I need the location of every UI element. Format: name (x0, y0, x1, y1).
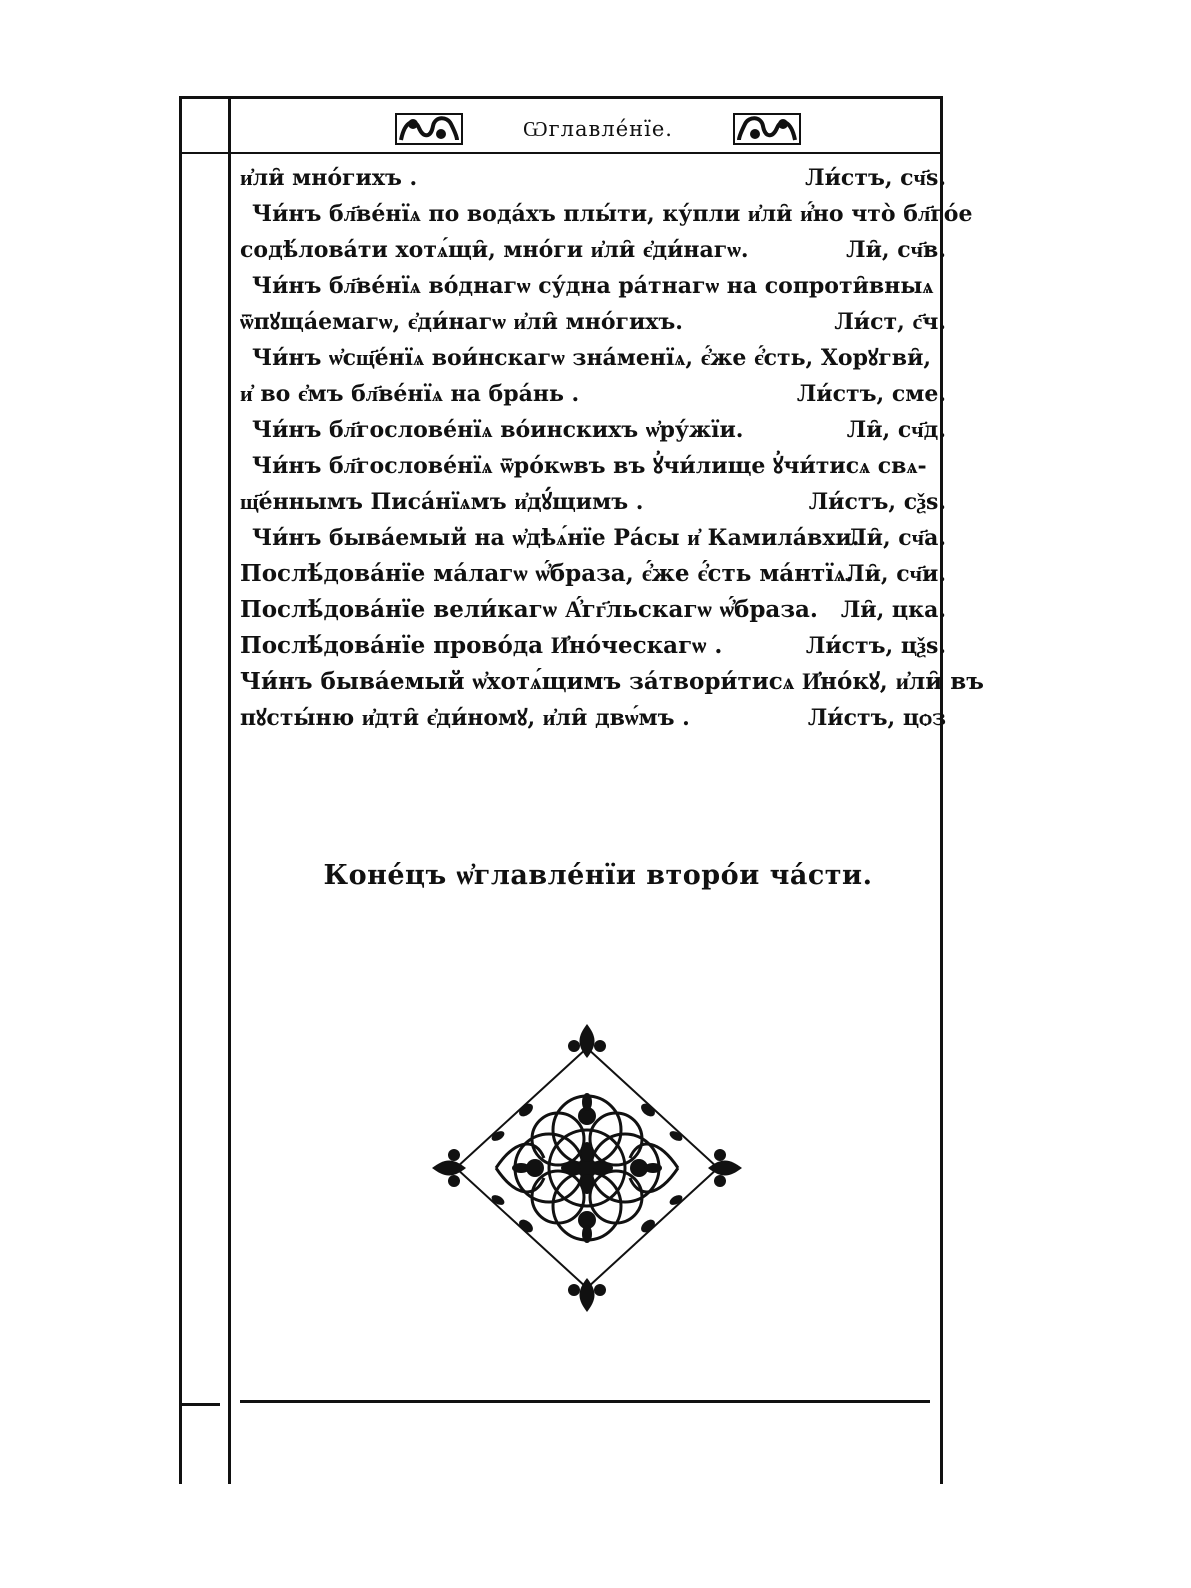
frame-outer-left-rule (179, 96, 182, 1484)
diamond-ornament (426, 1018, 748, 1318)
contents-line (240, 628, 960, 664)
contents-line (240, 556, 960, 592)
entry-page-ref: Ли̑, сч҃в. (846, 237, 946, 263)
contents-line (240, 520, 960, 556)
header-ornament-right (733, 112, 801, 146)
entry-text: Послѣ́дова́нїе ма́лагѡ ѡ҆́браза, є҆́же є҆́сть ма́нтїѧ. (240, 560, 854, 587)
entry-text: щ҃е́ннымъ Писа́нїѧмъ и҆дꙋ́щимъ . (240, 489, 644, 515)
entry-text: Чи́нъ бл҃ве́нїѧ по вода́хъ плы́ти, ку́пли и҆ли̑ и҆́но что̀ бл҃го́е (252, 201, 973, 227)
entry-text: Чи́нъ ѡ҆сщ҃е́нїѧ вои́нскагѡ зна́менїѧ, є҆́же є҆́сть, Хорꙋгви̑, (252, 345, 932, 371)
contents-line (240, 160, 960, 196)
entry-page-ref: Ли́стъ, цѯѕ. (805, 633, 946, 659)
entry-text: пꙋсты́ню и҆дти̑ є҆ди́номꙋ, и҆ли̑ двѡ́мъ . (240, 705, 690, 731)
entry-text: содѣ́лова́ти хотѧ́щи̑, мно́ги и҆ли̑ є҆ди́нагѡ. (240, 237, 749, 263)
entry-text: Послѣ́дова́нїе вели́кагѡ А҆́гг҃льскагѡ ѡ҆́браза. (240, 596, 818, 623)
entry-page-ref: Ли́ст, с҃ч. (834, 309, 946, 335)
end-of-contents-line: Коне́цъ ѡ҆главле́нїи второ́и ча́сти. (323, 860, 873, 891)
page-header (238, 105, 958, 153)
header-ornament-left (395, 112, 463, 146)
contents-list (240, 160, 984, 736)
entry-page-ref: Ли̑, цка. (840, 597, 946, 623)
entry-page-ref: Ли̑, сч҃д. (846, 417, 946, 443)
entry-text: ѿпꙋща́емагѡ, є҆ди́нагѡ и҆ли̑ мно́гихъ. (240, 309, 683, 335)
contents-line (240, 376, 960, 412)
entry-page-ref: Ли̑, сч҃а. (847, 525, 946, 551)
entry-page-ref: Ли̑, сч҃и. (845, 561, 946, 587)
contents-line (240, 484, 960, 520)
entry-page-ref: Ли́стъ, сч҃ѕ. (805, 165, 946, 191)
contents-line (240, 700, 960, 736)
frame-bottom-rule-main (240, 1400, 930, 1403)
contents-line (240, 304, 960, 340)
entry-text: Чи́нъ быва́емый на ѡ҆дѣѧ́нїе Ра́сы и҆ Камила́вхи. (252, 525, 860, 551)
contents-line (240, 196, 973, 232)
frame-inner-left-rule (228, 96, 231, 1484)
contents-line (240, 412, 960, 448)
contents-line (240, 664, 984, 700)
entry-page-ref: Ли́стъ, цѻз (807, 705, 946, 731)
page-title: Ѡглавле́нїе. (523, 116, 673, 141)
entry-text: Чи́нъ бл҃гослове́нїѧ во́инскихъ ѡ҆ру́жїи. (252, 417, 744, 443)
contents-line (240, 232, 960, 268)
frame-top-rule (180, 96, 942, 99)
entry-text: Послѣ́дова́нїе прово́да И҆но́ческагѡ . (240, 632, 723, 659)
contents-line (240, 340, 960, 376)
contents-line (240, 448, 960, 484)
entry-text: и҆ли̑ мно́гихъ . (240, 165, 418, 191)
contents-line (240, 592, 960, 628)
contents-line (240, 268, 960, 304)
entry-page-ref: Ли́стъ, сме. (796, 381, 946, 407)
entry-page-ref: Ли́стъ, сѯѕ. (808, 489, 946, 515)
frame-bottom-rule-left (180, 1403, 220, 1406)
entry-text: Чи́нъ быва́емый ѡ҆хотѧ́щимъ за́твори́тисѧ И҆но́кꙋ, и҆ли̑ въ (240, 668, 984, 695)
entry-text: Чи́нъ бл҃ве́нїѧ во́днагѡ су́дна ра́тнагѡ на сопроти̑вныѧ (252, 273, 934, 299)
entry-text: Чи́нъ бл҃гослове́нїѧ ѿро́кѡвъ въ ꙋ҆чи́лище ꙋ҆чи́тисѧ свѧ- (252, 453, 927, 479)
entry-text: и҆ во є҆мъ бл҃ве́нїѧ на бра́нь . (240, 381, 580, 407)
